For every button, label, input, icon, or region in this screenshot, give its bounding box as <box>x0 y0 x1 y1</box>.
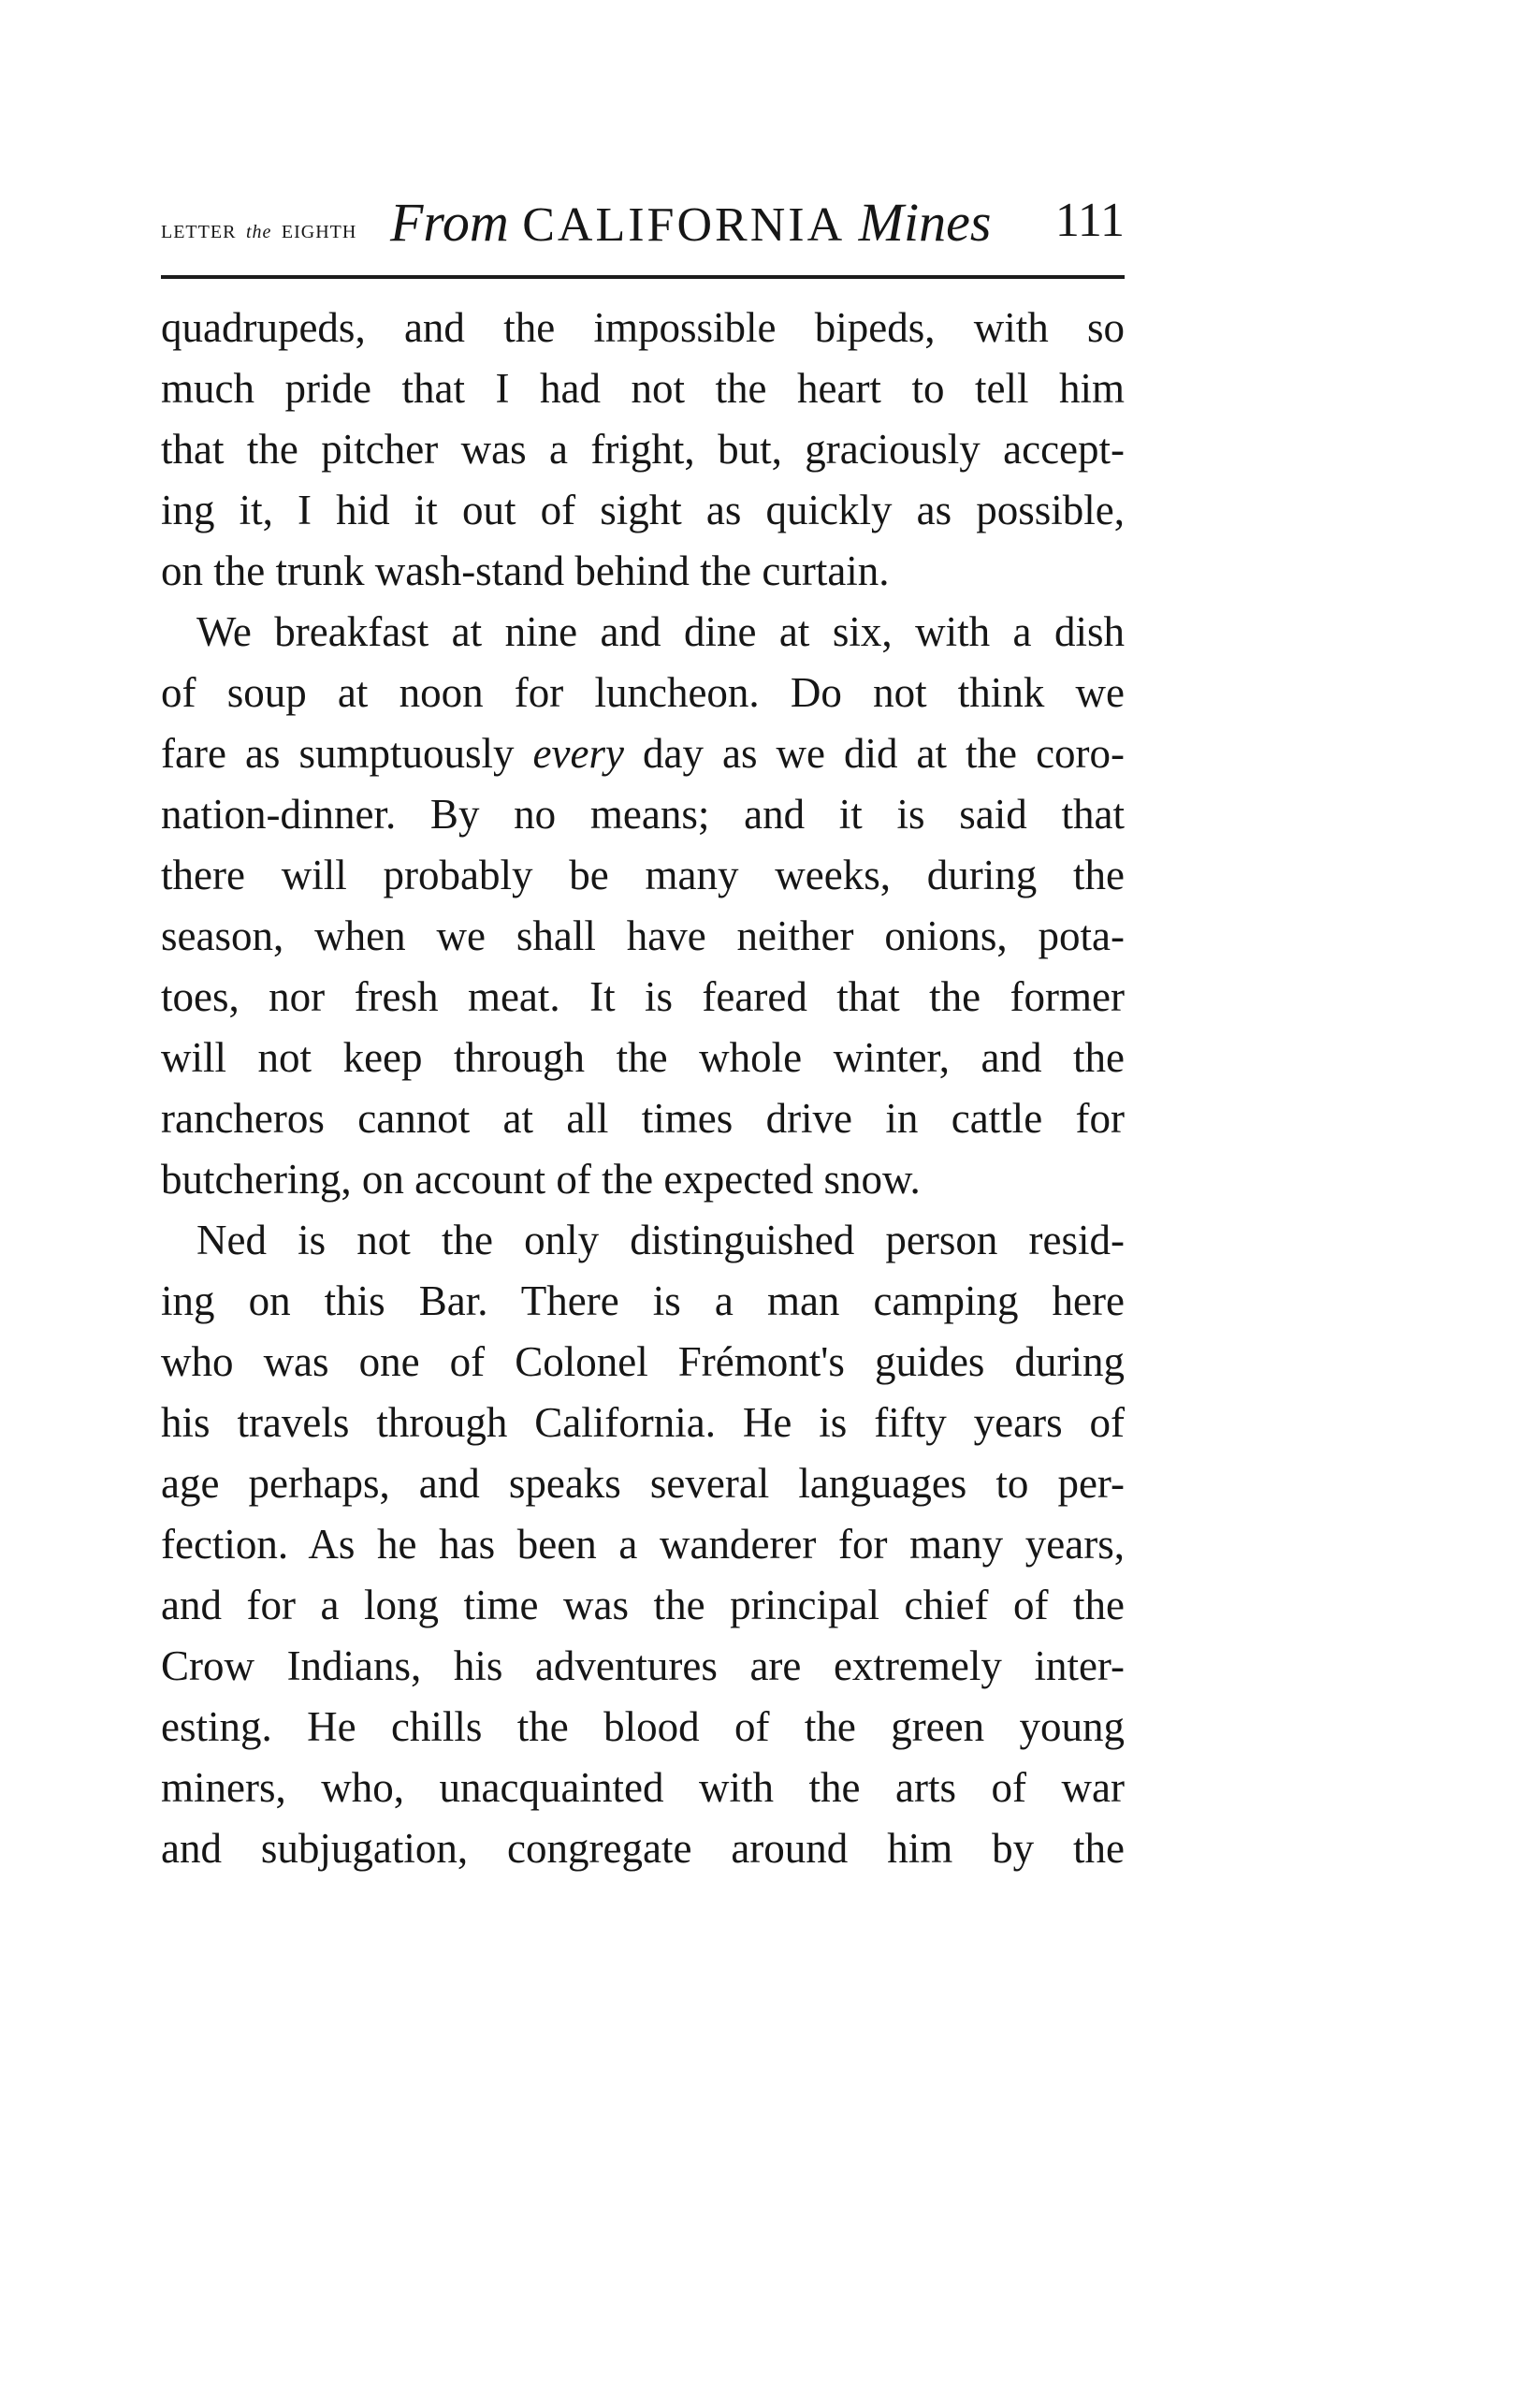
text-line: fection. As he has been a wanderer for many years, <box>161 1521 1125 1568</box>
running-head-suffix: EIGHTH <box>281 222 357 242</box>
text-line: miners, who, unacquainted with the arts of war <box>161 1764 1125 1811</box>
text-line: quadrupeds, and the impossible bipeds, with so <box>161 304 1125 351</box>
running-head-letter <box>161 219 356 243</box>
running-head-prefix: LETTER <box>161 222 237 242</box>
text-line: and subjugation, congregate around him by the <box>161 1825 1125 1872</box>
text-line: season, when we shall have neither onions, pota- <box>161 912 1125 959</box>
running-head <box>161 183 1125 268</box>
header-rule <box>161 275 1125 279</box>
text-line: toes, nor fresh meat. It is feared that the former <box>161 973 1125 1020</box>
text-line: who was one of Colonel Frémont's guides during <box>161 1338 1125 1385</box>
emphasis: every <box>532 730 624 777</box>
text-line <box>161 723 1125 784</box>
text-line: on the trunk wash-stand behind the curtain. <box>161 547 890 594</box>
text-line: nation-dinner. By no means; and it is said that <box>161 791 1125 838</box>
text-line: much pride that I had not the heart to tell him <box>161 365 1125 412</box>
title-from: From <box>390 192 509 253</box>
paragraph <box>161 1210 1125 1879</box>
page-number: 111 <box>1054 194 1125 247</box>
text-fragment: day as we did at the coro- <box>623 730 1126 777</box>
title-mines: Mines <box>858 192 992 253</box>
paragraph <box>161 298 1125 602</box>
text-line: Ned is not the only distinguished person resid- <box>196 1217 1125 1263</box>
page-title <box>390 191 991 254</box>
text-line: rancheros cannot at all times drive in cattle for <box>161 1095 1125 1142</box>
body-text <box>161 298 1125 1879</box>
text-line: age perhaps, and speaks several languages to per- <box>161 1460 1125 1507</box>
text-line: of soup at noon for luncheon. Do not think we <box>161 669 1125 716</box>
text-line: ing it, I hid it out of sight as quickly as possible, <box>161 487 1125 533</box>
text-line: there will probably be many weeks, during the <box>161 852 1125 898</box>
text-line: We breakfast at nine and dine at six, with a dish <box>196 608 1125 655</box>
text-line: Crow Indians, his adventures are extremely inter- <box>161 1642 1125 1689</box>
text-line: that the pitcher was a fright, but, graciously accept- <box>161 426 1125 473</box>
text-line: his travels through California. He is fifty years of <box>161 1399 1125 1446</box>
text-line: ing on this Bar. There is a man camping here <box>161 1277 1125 1324</box>
text-line: and for a long time was the principal chief of the <box>161 1582 1125 1628</box>
text-fragment: fare as sumptuously <box>161 730 533 777</box>
paragraph <box>161 602 1125 1210</box>
text-line: will not keep through the whole winter, and the <box>161 1034 1125 1081</box>
text-line: esting. He chills the blood of the green young <box>161 1703 1125 1750</box>
running-head-the: the <box>245 222 272 242</box>
title-california: CALIFORNIA <box>522 198 846 252</box>
text-line: butchering, on account of the expected snow. <box>161 1156 921 1203</box>
